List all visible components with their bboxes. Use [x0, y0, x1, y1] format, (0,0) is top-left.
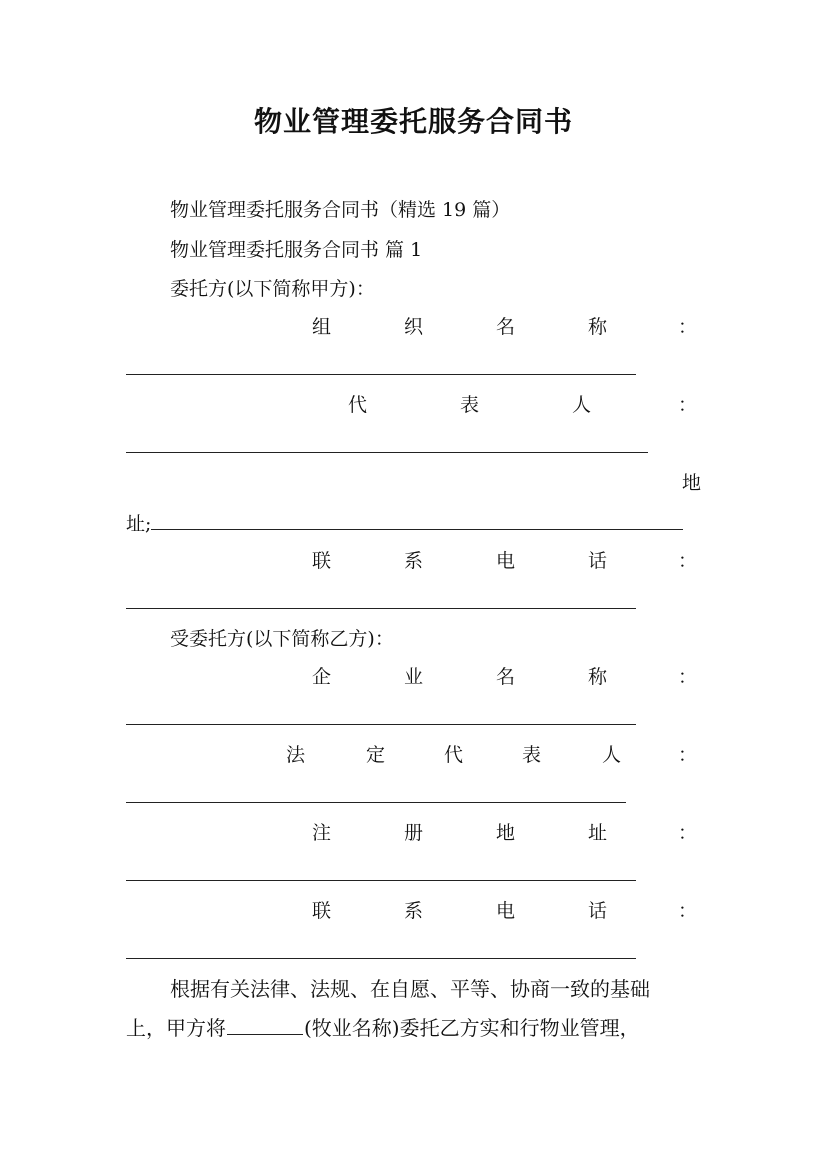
party-b-company-name-label: 企 业 名 称 ： — [312, 666, 698, 688]
party-a-representative-blank[interactable] — [126, 452, 648, 453]
party-b-reg-address-label: 注 册 地 址 ： — [312, 822, 698, 844]
party-b-company-name-blank[interactable] — [126, 724, 636, 725]
party-a-address-label-tail: 地 — [682, 472, 702, 494]
party-a-org-name-blank[interactable] — [126, 374, 636, 375]
party-b-reg-address-blank[interactable] — [126, 880, 636, 881]
party-a-phone-blank[interactable] — [126, 608, 636, 609]
paragraph-line-1: 根据有关法律、法规、在自愿、平等、协商一致的基础 — [170, 977, 650, 1001]
intro-line-1: 物业管理委托服务合同书（精选 19 篇） — [170, 199, 511, 221]
document-title: 物业管理委托服务合同书 — [253, 105, 573, 138]
property-name-blank[interactable] — [227, 1016, 303, 1035]
party-a-address-blank[interactable] — [151, 509, 683, 530]
party-b-legal-rep-blank[interactable] — [126, 802, 626, 803]
party-a-address-row — [126, 509, 683, 538]
paragraph-line-2 — [126, 1014, 640, 1042]
party-b-legal-rep-label: 法 定 代 表 人 ： — [286, 744, 698, 766]
party-a-org-name-label: 组 织 名 称 ： — [312, 316, 698, 338]
intro-line-2: 物业管理委托服务合同书 篇 1 — [170, 239, 423, 261]
party-a-representative-label: 代 表 人 ： — [348, 394, 698, 416]
paragraph-line-2-start: 上，甲方将 — [126, 1016, 226, 1040]
party-a-heading: 委托方(以下简称甲方)： — [170, 278, 375, 300]
party-a-phone-label: 联 系 电 话 ： — [312, 550, 698, 572]
party-b-heading: 受委托方(以下简称乙方)： — [170, 628, 394, 650]
party-b-phone-blank[interactable] — [126, 958, 636, 959]
party-b-phone-label: 联 系 电 话 ： — [312, 900, 698, 922]
paragraph-line-2-end: (牧业名称)委托乙方实和行物业管理， — [304, 1016, 640, 1040]
party-a-address-label-head: 址; — [126, 513, 152, 535]
